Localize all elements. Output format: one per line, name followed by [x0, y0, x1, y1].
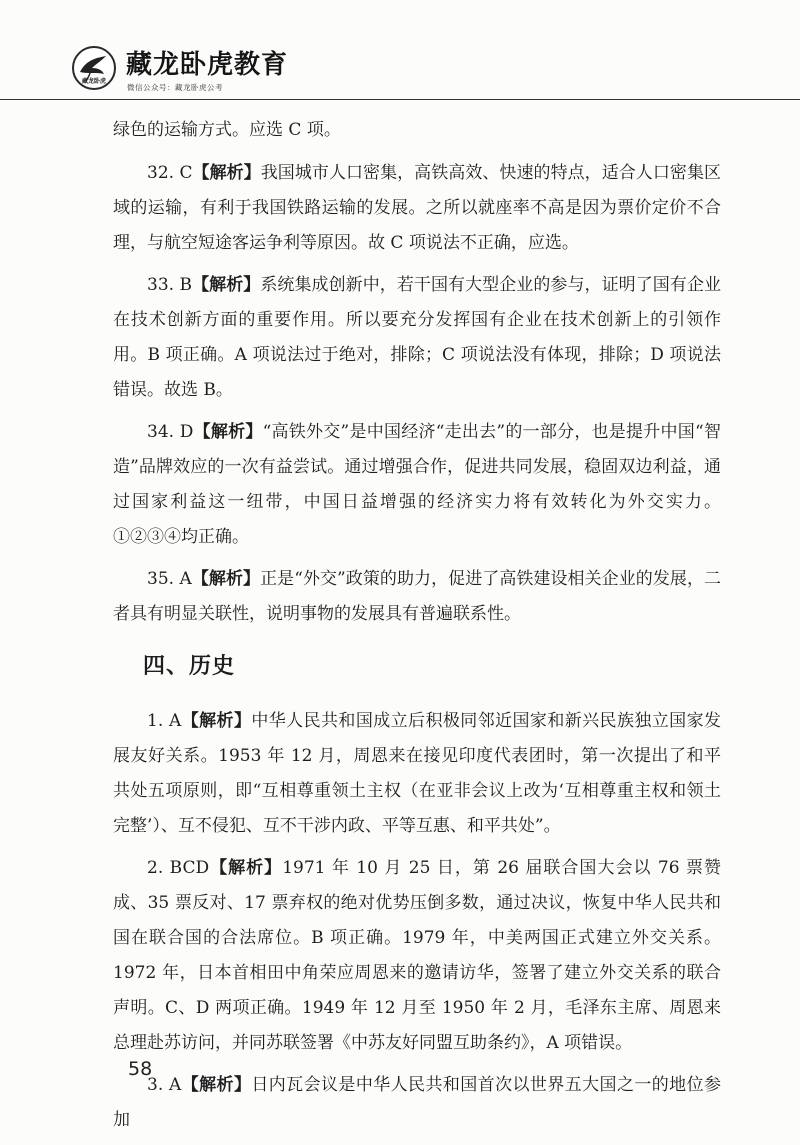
- answer-number: 32. C: [147, 163, 193, 183]
- answer-text: 系统集成创新中，若干国有大型企业的参与，证明了国有企业在技术创新方面的重要作用。所以要充分发挥国有企业在技术创新上的引领作用。B 项正确。A 项说法过于绝对，排除；C 项说法没有体现，排除；D 项说法错误。故选 B。: [113, 275, 722, 400]
- brand-name: 藏龙卧虎教育: [126, 50, 289, 80]
- answer-text: 中华人民共和国成立后积极同邻近国家和新兴民族独立国家发展友好关系。1953 年 12 月，周恩来在接见印度代表团时，第一次提出了和平共处五项原则，即“互相尊重领土主权（在亚非会议上改为‘互相尊重主权和领土完整’）、互不侵犯、互不干涉内政、平等互惠、和平共处”。: [113, 711, 721, 836]
- answer-number: 2. BCD: [147, 858, 210, 878]
- analysis-tag: 【解析】: [181, 711, 252, 731]
- analysis-tag: 【解析】: [192, 275, 261, 295]
- answer-number: 3. A: [147, 1075, 182, 1095]
- page-header: [0, 0, 800, 110]
- answer-paragraph: [113, 704, 721, 844]
- answer-paragraph: [113, 562, 721, 632]
- page-number: 58: [128, 1058, 153, 1080]
- header-divider: [0, 99, 800, 100]
- answer-number: 33. B: [147, 275, 192, 295]
- continued-line: 绿色的运输方式。应选 C 项。: [113, 120, 341, 140]
- answer-number: 1. A: [147, 711, 182, 731]
- section-title: 四、历史: [143, 654, 236, 679]
- answer-number: 34. D: [147, 422, 194, 442]
- answer-paragraph: [113, 415, 721, 555]
- answer-text: 正是“外交”政策的助力，促进了高铁建设相关企业的发展，二者具有明显关联性，说明事物的发展具有普遍联系性。: [113, 569, 722, 624]
- answer-paragraph: [113, 268, 721, 408]
- page-body: [113, 113, 721, 1145]
- answer-text: 日内瓦会议是中华人民共和国首次以世界五大国之一的地位参加: [113, 1075, 721, 1130]
- analysis-tag: 【解析】: [191, 569, 261, 589]
- answer-paragraph: [113, 851, 721, 1061]
- brand-logo: [72, 46, 116, 90]
- analysis-tag: 【解析】: [192, 163, 261, 183]
- answer-text: “高铁外交”是中国经济“走出去”的一部分，也是提升中国“智造”品牌效应的一次有益尝试。通过增强合作，促进共同发展，稳固双边利益，通过国家利益这一纽带，中国日益增强的经济实力将有效转化为外交实力。①②③④均正确。: [113, 422, 721, 547]
- answer-paragraph: [113, 1068, 721, 1138]
- analysis-tag: 【解析】: [209, 858, 283, 878]
- answer-text: 1971 年 10 月 25 日，第 26 届联合国大会以 76 票赞成、35 票反对、17 票弃权的绝对优势压倒多数，通过决议，恢复中华人民共和国在联合国的合法席位。B 项正确。1979 年，中美两国正式建立外交关系。1972 年，日本首相田中角荣应周恩来的邀请访华，签署了建立外交关系的联合声明。C、D 两项正确。1949 年 12 月至 1950 年 2 月，毛泽东主席、周恩来总理赴苏访问，并同苏联签署《中苏友好同盟互助条约》，A 项错误。: [113, 858, 721, 1053]
- answer-text: 我国城市人口密集，高铁高效、快速的特点，适合人口密集区域的运输，有利于我国铁路运输的发展。之所以就座率不高是因为票价定价不合理，与航空短途客运争利等原因。故 C 项说法不正确，应选。: [113, 163, 722, 253]
- analysis-tag: 【解析】: [181, 1075, 252, 1095]
- answer-number: 35. A: [147, 569, 192, 589]
- logo-text: 藏龙卧虎: [81, 78, 106, 85]
- answer-paragraph: [113, 156, 721, 261]
- analysis-tag: 【解析】: [193, 422, 263, 442]
- brand-subtitle: 微信公众号：藏龙卧虎公考: [127, 83, 223, 92]
